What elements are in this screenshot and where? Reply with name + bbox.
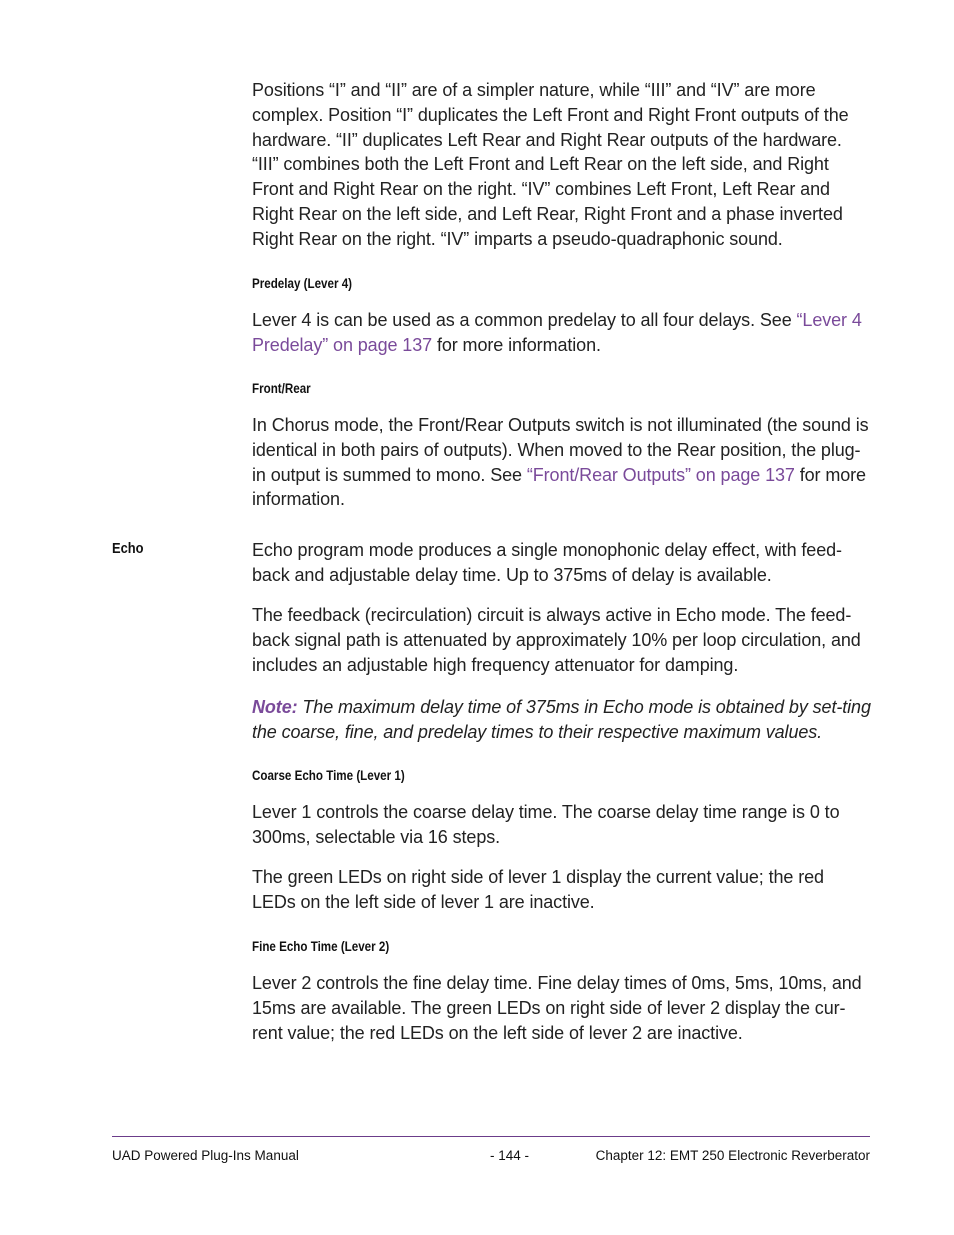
heading-coarse-echo-time: Coarse Echo Time (Lever 1) [252,768,405,783]
predelay-text-a: Lever 4 is can be used as a common predelay to all four delays. See [252,310,797,330]
note-block [252,695,872,745]
paragraph-echo-intro: Echo program mode produces a single monophonic delay effect, with feed-back and adjustable delay time. Up to 375ms of delay is available. [252,540,842,585]
footer-manual-title: UAD Powered Plug-Ins Manual [112,1148,299,1163]
front-rear-text-b: for more information. [252,464,866,510]
note-text: The maximum delay time of 375ms in Echo mode is obtained by set-ting the coarse, fine, and predelay times to their respective maximum values. [252,697,871,742]
predelay-text-b: for more information. [432,334,601,355]
paragraph-predelay [252,308,872,358]
paragraph-coarse-2: The green LEDs on right side of lever 1 display the current value; the red LEDs on the left side of lever 1 are inactive. [252,867,824,912]
paragraph-positions: Positions “I” and “II” are of a simpler nature, while “III” and “IV” are more complex. Position “I” duplicates the Left Front and Right Front outputs of the hardware. “II” duplicates Left Rear and Right Rear outputs of the hardware. “III” combines both the Left Front and Left Rear on the left side, and Right Front and Right Rear on the right. “IV” combines Left Front, Left Rear and Right Rear on the left side, and Left Rear, Right Front and a phase inverted Right Rear on the right. “IV” imparts a pseudo-quadraphonic sound. [252,80,849,249]
paragraph-fine: Lever 2 controls the fine delay time. Fine delay times of 0ms, 5ms, 10ms, and 15ms are available. The green LEDs on right side of lever 2 display the cur-rent value; the red LEDs on the left side of lever 2 are inactive. [252,973,862,1043]
heading-predelay: Predelay (Lever 4) [252,276,353,291]
paragraph-front-rear [252,413,872,512]
footer-rule [112,1136,870,1137]
footer-chapter-title: Chapter 12: EMT 250 Electronic Reverberator [595,1148,870,1163]
paragraph-coarse-1: Lever 1 controls the coarse delay time. The coarse delay time range is 0 to 300ms, selectable via 16 steps. [252,802,840,847]
heading-front-rear: Front/Rear [252,381,311,396]
footer-page-number: - 144 - [490,1148,530,1163]
front-rear-text-a: In Chorus mode, the Front/Rear Outputs switch is not illuminated (the sound is identical in both pairs of outputs). When moved to the Rear position, the plug-in output is summed to mono. See [252,415,869,485]
link-front-rear-outputs[interactable]: “Front/Rear Outputs” on page 137 [526,464,795,485]
heading-fine-echo-time: Fine Echo Time (Lever 2) [252,939,390,954]
side-heading-echo: Echo [112,540,144,557]
note-label: Note: [252,697,298,717]
paragraph-echo-feedback: The feedback (recirculation) circuit is always active in Echo mode. The feed-back signal path is attenuated by approximately 10% per loop circulation, and includes an adjustable high frequency attenuator for damping. [252,605,861,675]
link-lever-4-predelay[interactable]: “Lever 4 Predelay” on page 137 [252,310,862,355]
